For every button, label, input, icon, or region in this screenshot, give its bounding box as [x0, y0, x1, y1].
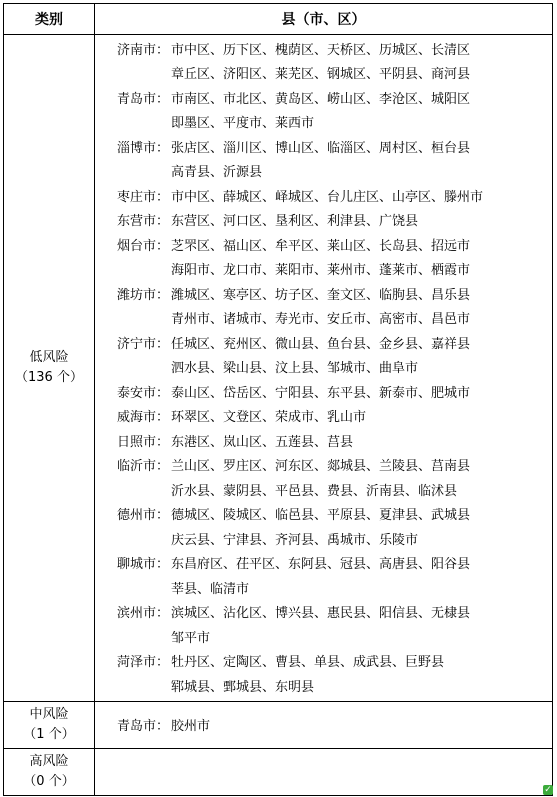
list-item — [95, 379, 552, 404]
list-item — [95, 232, 552, 257]
list-item — [95, 36, 552, 61]
district-list: 东港区、岚山区、五莲县、莒县 — [171, 434, 354, 450]
list-item — [95, 183, 552, 208]
medium-risk-category — [4, 701, 95, 748]
district-list: 沂水县、蒙阴县、平邑县、费县、沂南县、临沭县 — [171, 483, 458, 499]
list-item — [95, 428, 552, 453]
district-list: 环翠区、文登区、荣成市、乳山市 — [171, 410, 367, 426]
list-item — [95, 624, 552, 649]
city-name: 泰安市： — [117, 385, 170, 401]
list-item — [95, 649, 552, 674]
district-list: 海阳市、龙口市、莱阳市、莱州市、蓬莱市、栖霞市 — [171, 263, 471, 279]
district-list: 章丘区、济阳区、莱芜区、钢城区、平阴县、商河县 — [171, 67, 471, 83]
district-list: 即墨区、平度市、莱西市 — [171, 116, 315, 132]
low-risk-count: （136 个） — [15, 369, 83, 385]
city-name: 济南市： — [117, 42, 170, 58]
medium-risk-count: （1 个） — [23, 726, 75, 742]
district-list: 莘县、临清市 — [171, 581, 250, 597]
district-list: 市中区、薛城区、峄城区、台儿庄区、山亭区、滕州市 — [171, 189, 484, 205]
city-name: 德州市： — [117, 508, 170, 524]
medium-risk-row — [4, 701, 553, 748]
district-list: 邹平市 — [171, 630, 211, 646]
list-item — [95, 526, 552, 551]
list-item — [95, 208, 552, 233]
city-name: 威海市： — [117, 410, 170, 426]
district-list: 滨城区、沾化区、博兴县、惠民县、阳信县、无棣县 — [171, 606, 471, 622]
high-risk-category — [4, 748, 95, 795]
list-item — [95, 85, 552, 110]
list-item — [95, 330, 552, 355]
city-name: 烟台市： — [117, 238, 170, 254]
city-name: 潍坊市： — [117, 287, 170, 303]
district-list: 市南区、市北区、黄岛区、崂山区、李沧区、城阳区 — [171, 91, 471, 107]
green-check-icon[interactable]: ✓ — [544, 785, 552, 795]
district-list: 德城区、陵城区、临邑县、平原县、夏津县、武城县 — [171, 508, 471, 524]
district-list: 庆云县、宁津县、齐河县、禹城市、乐陵市 — [171, 532, 419, 548]
header-category: 类别 — [4, 4, 95, 35]
city-name: 临沂市： — [117, 459, 170, 475]
city-name: 东营市： — [117, 214, 170, 230]
list-item — [95, 453, 552, 478]
high-risk-label: 高风险 — [29, 753, 69, 769]
table-header-row — [4, 4, 553, 35]
medium-risk-list — [95, 701, 553, 748]
list-item — [95, 257, 552, 282]
high-risk-list — [95, 748, 553, 795]
list-item — [95, 404, 552, 429]
district-list: 市中区、历下区、槐荫区、天桥区、历城区、长清区 — [171, 42, 471, 58]
low-risk-label: 低风险 — [29, 349, 69, 365]
low-risk-category — [4, 35, 95, 702]
district-list: 青州市、诸城市、寿光市、安丘市、高密市、昌邑市 — [171, 312, 471, 328]
high-risk-row — [4, 748, 553, 795]
city-name: 滨州市： — [117, 606, 170, 622]
district-list: 高青县、沂源县 — [171, 165, 263, 181]
medium-risk-label: 中风险 — [29, 706, 69, 722]
list-item — [95, 600, 552, 625]
list-item — [95, 110, 552, 135]
list-item — [95, 355, 552, 380]
district-list: 泰山区、岱岳区、宁阳县、东平县、新泰市、肥城市 — [171, 385, 471, 401]
city-name: 青岛市： — [117, 91, 170, 107]
list-item — [95, 159, 552, 184]
district-list: 牡丹区、定陶区、曹县、单县、成武县、巨野县 — [171, 655, 445, 671]
city-name: 日照市： — [117, 434, 170, 450]
district-list: 芝罘区、福山区、牟平区、莱山区、长岛县、招远市 — [171, 238, 471, 254]
list-item — [95, 673, 552, 698]
city-name: 淄博市： — [117, 140, 170, 156]
city-name: 枣庄市： — [117, 189, 170, 205]
district-list: 郓城县、鄄城县、东明县 — [171, 679, 315, 695]
list-item — [95, 712, 552, 737]
district-list: 泗水县、梁山县、汶上县、邹城市、曲阜市 — [171, 361, 419, 377]
low-risk-list — [95, 35, 553, 702]
district-list: 潍城区、寒亭区、坊子区、奎文区、临朐县、昌乐县 — [171, 287, 471, 303]
list-item — [95, 306, 552, 331]
city-name: 济宁市： — [117, 336, 170, 352]
list-item — [95, 575, 552, 600]
district-list: 兰山区、罗庄区、河东区、郯城县、兰陵县、莒南县 — [171, 459, 471, 475]
city-name: 青岛市： — [117, 719, 170, 734]
district-list: 张店区、淄川区、博山区、临淄区、周村区、桓台县 — [171, 140, 471, 156]
city-name: 菏泽市： — [117, 655, 170, 671]
city-name: 聊城市： — [117, 557, 170, 573]
low-risk-row — [4, 35, 553, 702]
list-item — [95, 134, 552, 159]
high-risk-count: （0 个） — [23, 773, 75, 789]
district-list: 东营区、河口区、垦利区、利津县、广饶县 — [171, 214, 419, 230]
list-item — [95, 502, 552, 527]
risk-table — [3, 3, 553, 796]
district-list: 胶州市 — [171, 719, 211, 734]
header-counties: 县（市、区） — [95, 4, 553, 35]
list-item — [95, 477, 552, 502]
district-list: 任城区、兖州区、微山县、鱼台县、金乡县、嘉祥县 — [171, 336, 471, 352]
list-item — [95, 551, 552, 576]
district-list: 东昌府区、茌平区、东阿县、冠县、高唐县、阳谷县 — [171, 557, 471, 573]
list-item — [95, 281, 552, 306]
list-item — [95, 61, 552, 86]
